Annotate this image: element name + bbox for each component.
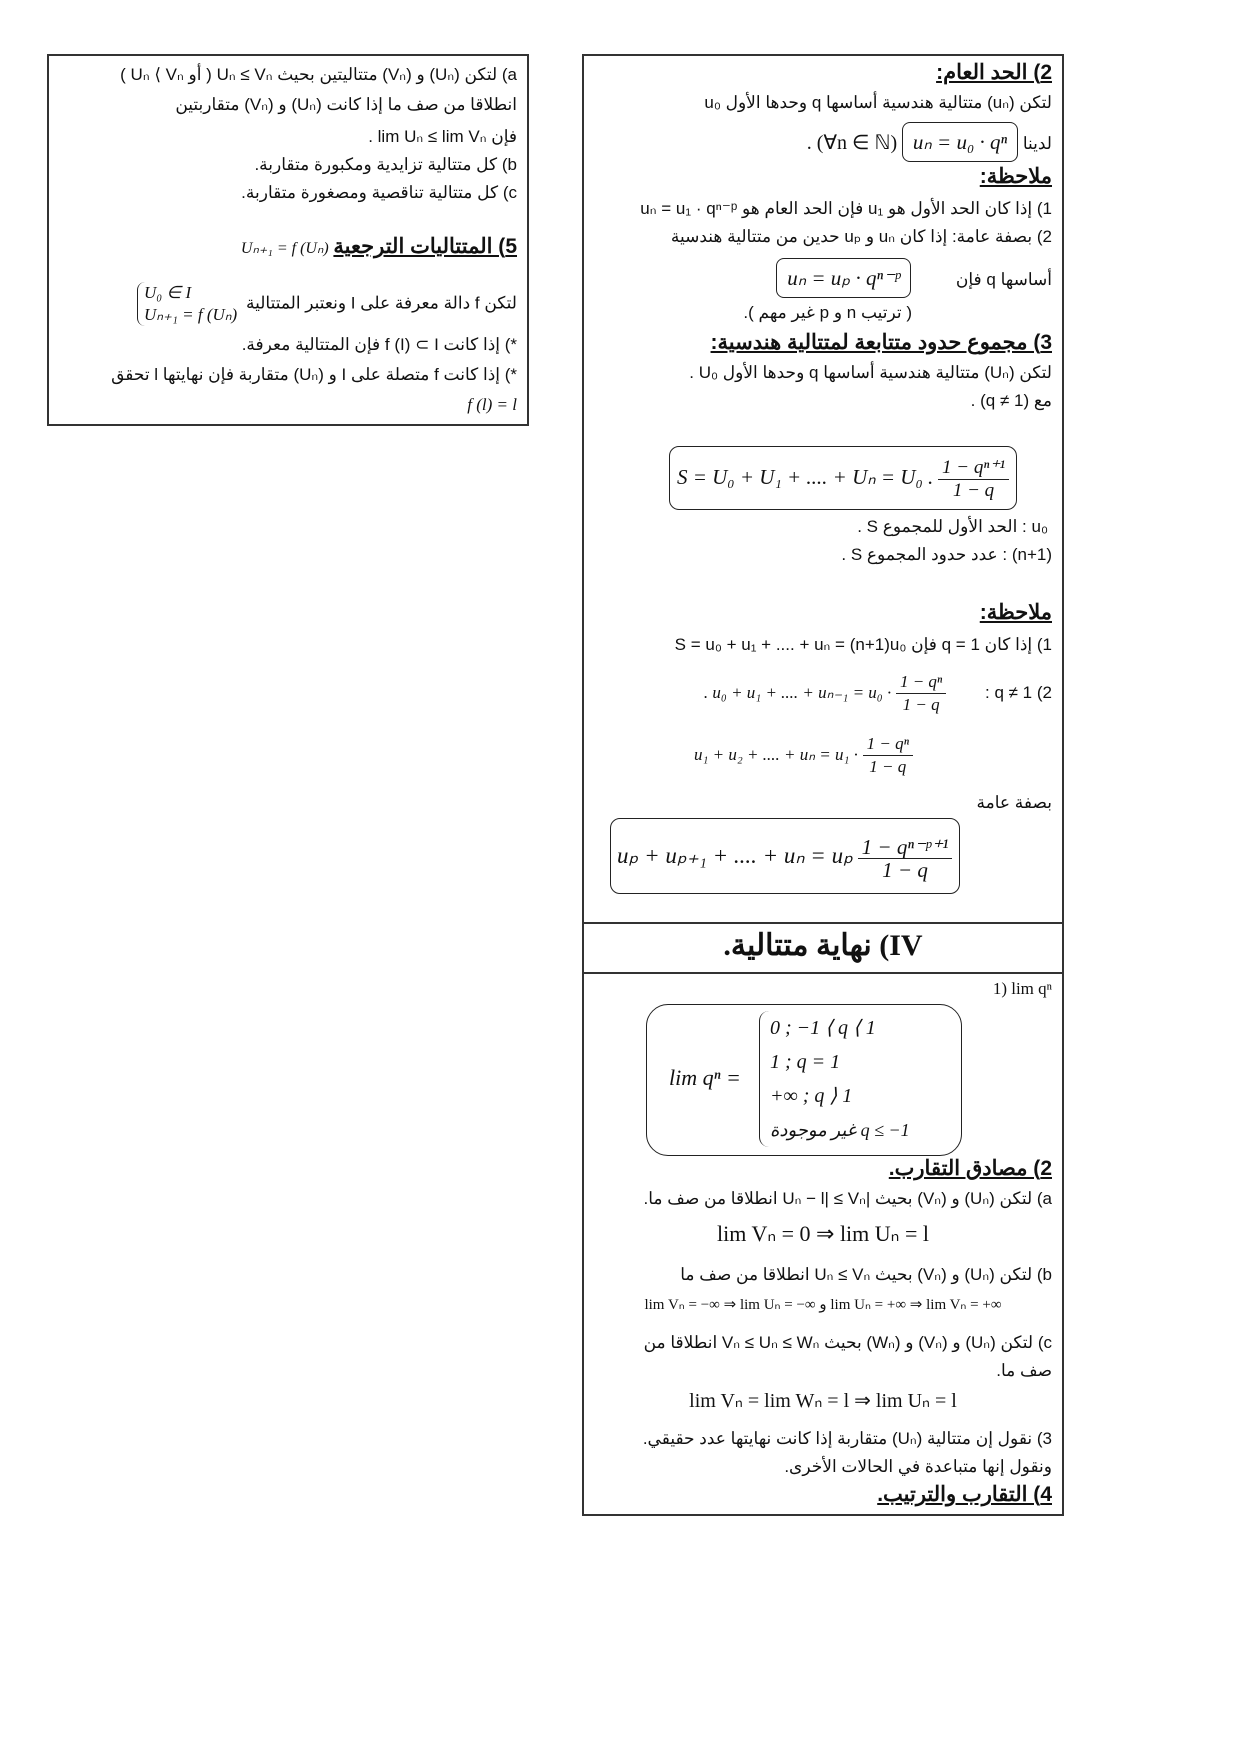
note2-line2-num: 1 − qⁿ [896,671,946,694]
note2-line3-lhs: u₁ + u₂ + .... + uₙ = u₁ · [694,745,858,764]
general-term-formula: uₙ = u₀ · qⁿ [902,122,1018,162]
note2-line3-fraction [863,733,913,778]
note2-line2-fraction [896,671,946,716]
note2-heading: ملاحظة: [979,601,1052,624]
left-b-line: b) كل متتالية تزايدية ومكبورة متقاربة. [254,155,517,174]
lim-q-box [646,1004,962,1156]
recursive-def: لتكن f دالة معرفة على I ونعتبر المتتالية [245,293,517,313]
note1-formula: uₙ = uₚ · qⁿ⁻ᵖ [776,258,911,298]
recursive-heading: 5) المتتاليات الترجعية [333,235,517,258]
geometric-sum-fraction [938,457,1009,502]
recursive-def-row [59,282,517,326]
note2-row2 [594,668,1052,718]
left-a-line2: انطلاقا من صف ما إذا كانت (Uₙ) و (Vₙ) متقاربتين [175,95,517,114]
geometric-sum-heading: 3) مجموع حدود متتابعة لمتتالية هندسية: [710,331,1052,354]
geometric-sum-formula-box [669,446,1017,510]
note2-line3-num: 1 − qⁿ [863,733,913,756]
convergence-def-2: ونقول إنها متباعدة في الحالات الأخرى. [784,1457,1052,1476]
note1-line1: 1) إذا كان الحد الأول هو u₁ فإن الحد العام هو uₙ = u₁ · qⁿ⁻ᵖ [640,199,1052,218]
note1-line3: أساسها q فإن [955,270,1052,289]
recursive-heading-formula: Uₙ₊₁ = f (Uₙ) [240,240,329,257]
criteria-c-formula: lim Vₙ = lim Wₙ = l ⇒ lim Uₙ = l [689,1390,957,1412]
criteria-b-text: b) لتكن (Uₙ) و (Vₙ) بحيث Uₙ ≤ Vₙ انطلاقا من صف ما [680,1265,1052,1284]
note1-heading: ملاحظة: [979,165,1052,188]
general-formula-den: 1 − q [882,858,928,883]
recursive-p1: *) إذا كانت f (I) ⊂ I فإن المتتالية معرفة. [241,335,517,354]
geometric-sum-def1: لتكن (Uₙ) متتالية هندسية أساسها q وحدها الأول U₀ . [689,363,1052,382]
general-term-forall: . (∀n ∈ ℕ) [806,132,898,154]
geometric-sum-num: 1 − qⁿ⁺¹ [938,457,1009,480]
note2-line2-label: 2) q ≠ 1 : [985,683,1052,702]
right-top-panel [582,54,1064,924]
general-term-have: لدينا [1022,134,1052,153]
general-term-def: لتكن (uₙ) متتالية هندسية أساسها q وحدها الأول u₀ [704,93,1052,112]
convergence-order-heading: 4) التقارب والترتيب. [877,1483,1052,1506]
note2-line3-den: 1 − q [869,757,907,777]
lim-q-case-1: 0 ; −1 ⟨ q ⟨ 1 [770,1017,876,1039]
geometric-sum-den: 1 − q [952,480,995,502]
lim-q-case-3: +∞ ; q ⟩ 1 [770,1085,853,1107]
recursive-p3: f (l) = l [467,395,517,414]
note1-line4: ( ترتيب n و p غير مهم ). [743,303,912,322]
left-c-line: c) كل متتالية تناقصية ومصغورة متقاربة. [241,183,517,202]
criteria-a-formula: lim Vₙ = 0 ⇒ lim Uₙ = l [717,1221,929,1246]
lim-q-lhs: lim qⁿ = [669,1065,741,1090]
note1-line2: 2) بصفة عامة: إذا كان uₙ و uₚ حدين من متتالية هندسية [670,227,1052,246]
note2-line1: 1) إذا كان q = 1 فإن S = u₀ + u₁ + .... + uₙ = (n+1)u₀ [674,635,1052,654]
title-divider [584,972,1062,974]
convergence-criteria-heading: 2) مصادق التقارب. [888,1157,1052,1180]
note2-line2-den: 1 − q [902,695,940,715]
left-a-line3: فإن lim Uₙ ≤ lim Vₙ . [368,127,517,146]
left-a-line1: a) لتكن (Uₙ) و (Vₙ) متتاليتين بحيث Uₙ ≤ Vₙ ( أو Uₙ ⟨ Vₙ ) [120,65,517,84]
lim-q-case-4: غير موجودة q ≤ −1 [770,1120,910,1140]
convergence-def-1: 3) نقول إن متتالية (Uₙ) متقاربة إذا كانت نهايتها عدد حقيقي. [642,1429,1052,1448]
general-label: بصفة عامة [976,793,1052,812]
general-formula-fraction [858,836,953,881]
recursive-system-line2: Uₙ₊₁ = f (Uₙ) [143,305,238,324]
general-formula-box [610,818,960,894]
limit-title: IV) نهاية متتالية. [723,929,923,962]
general-formula-lhs: uₚ + uₚ₊₁ + .... + uₙ = uₚ [617,843,853,868]
general-term-row [594,122,1052,162]
criteria-a-text: a) لتكن (Uₙ) و (Vₙ) بحيث |Uₙ − l| ≤ Vₙ انطلاقا من صف ما. [643,1189,1052,1208]
lim-q-label: 1) lim qⁿ [992,979,1052,998]
recursive-p2: *) إذا كانت f متصلة على I و (Uₙ) متقاربة فإن نهايتها l تحقق [111,365,517,384]
geometric-sum-def2: مع (q ≠ 1) . [970,391,1052,410]
recursive-system-line1: U₀ ∈ I [143,283,192,302]
right-bottom-panel [582,922,1064,1516]
note1-row3 [594,258,1052,298]
note2-row3 [694,730,913,780]
criteria-c-text1: c) لتكن (Uₙ) و (Vₙ) و (Wₙ) بحيث Vₙ ≤ Uₙ ≤ Wₙ انطلاقا من [643,1333,1052,1352]
geometric-sum-lhs: S = U₀ + U₁ + .... + Uₙ = U₀ . [676,465,934,489]
note2-line2-formula [704,668,946,718]
recursive-system [137,282,237,326]
general-term-heading: 2) الحد العام: [936,61,1052,84]
lim-q-cases [759,1011,910,1147]
criteria-b-formula: lim Vₙ = −∞ ⇒ lim Uₙ = −∞ و lim Uₙ = +∞ ⇒ lim Vₙ = +∞ [644,1297,1002,1313]
geometric-sum-count: (n+1) : عدد حدود المجموع S . [841,545,1052,564]
lim-q-case-2: 1 ; q = 1 [770,1051,841,1073]
general-formula-num: 1 − qⁿ⁻ᵖ⁺¹ [858,836,953,859]
left-panel [47,54,529,426]
note2-line2-lhs: . u₀ + u₁ + .... + uₙ₋₁ = u₀ · [703,683,892,702]
criteria-c-text2: صف ما. [996,1361,1052,1380]
recursive-heading-row [59,234,517,262]
geometric-sum-u0: u₀ : الحد الأول للمجموع S . [857,517,1048,536]
